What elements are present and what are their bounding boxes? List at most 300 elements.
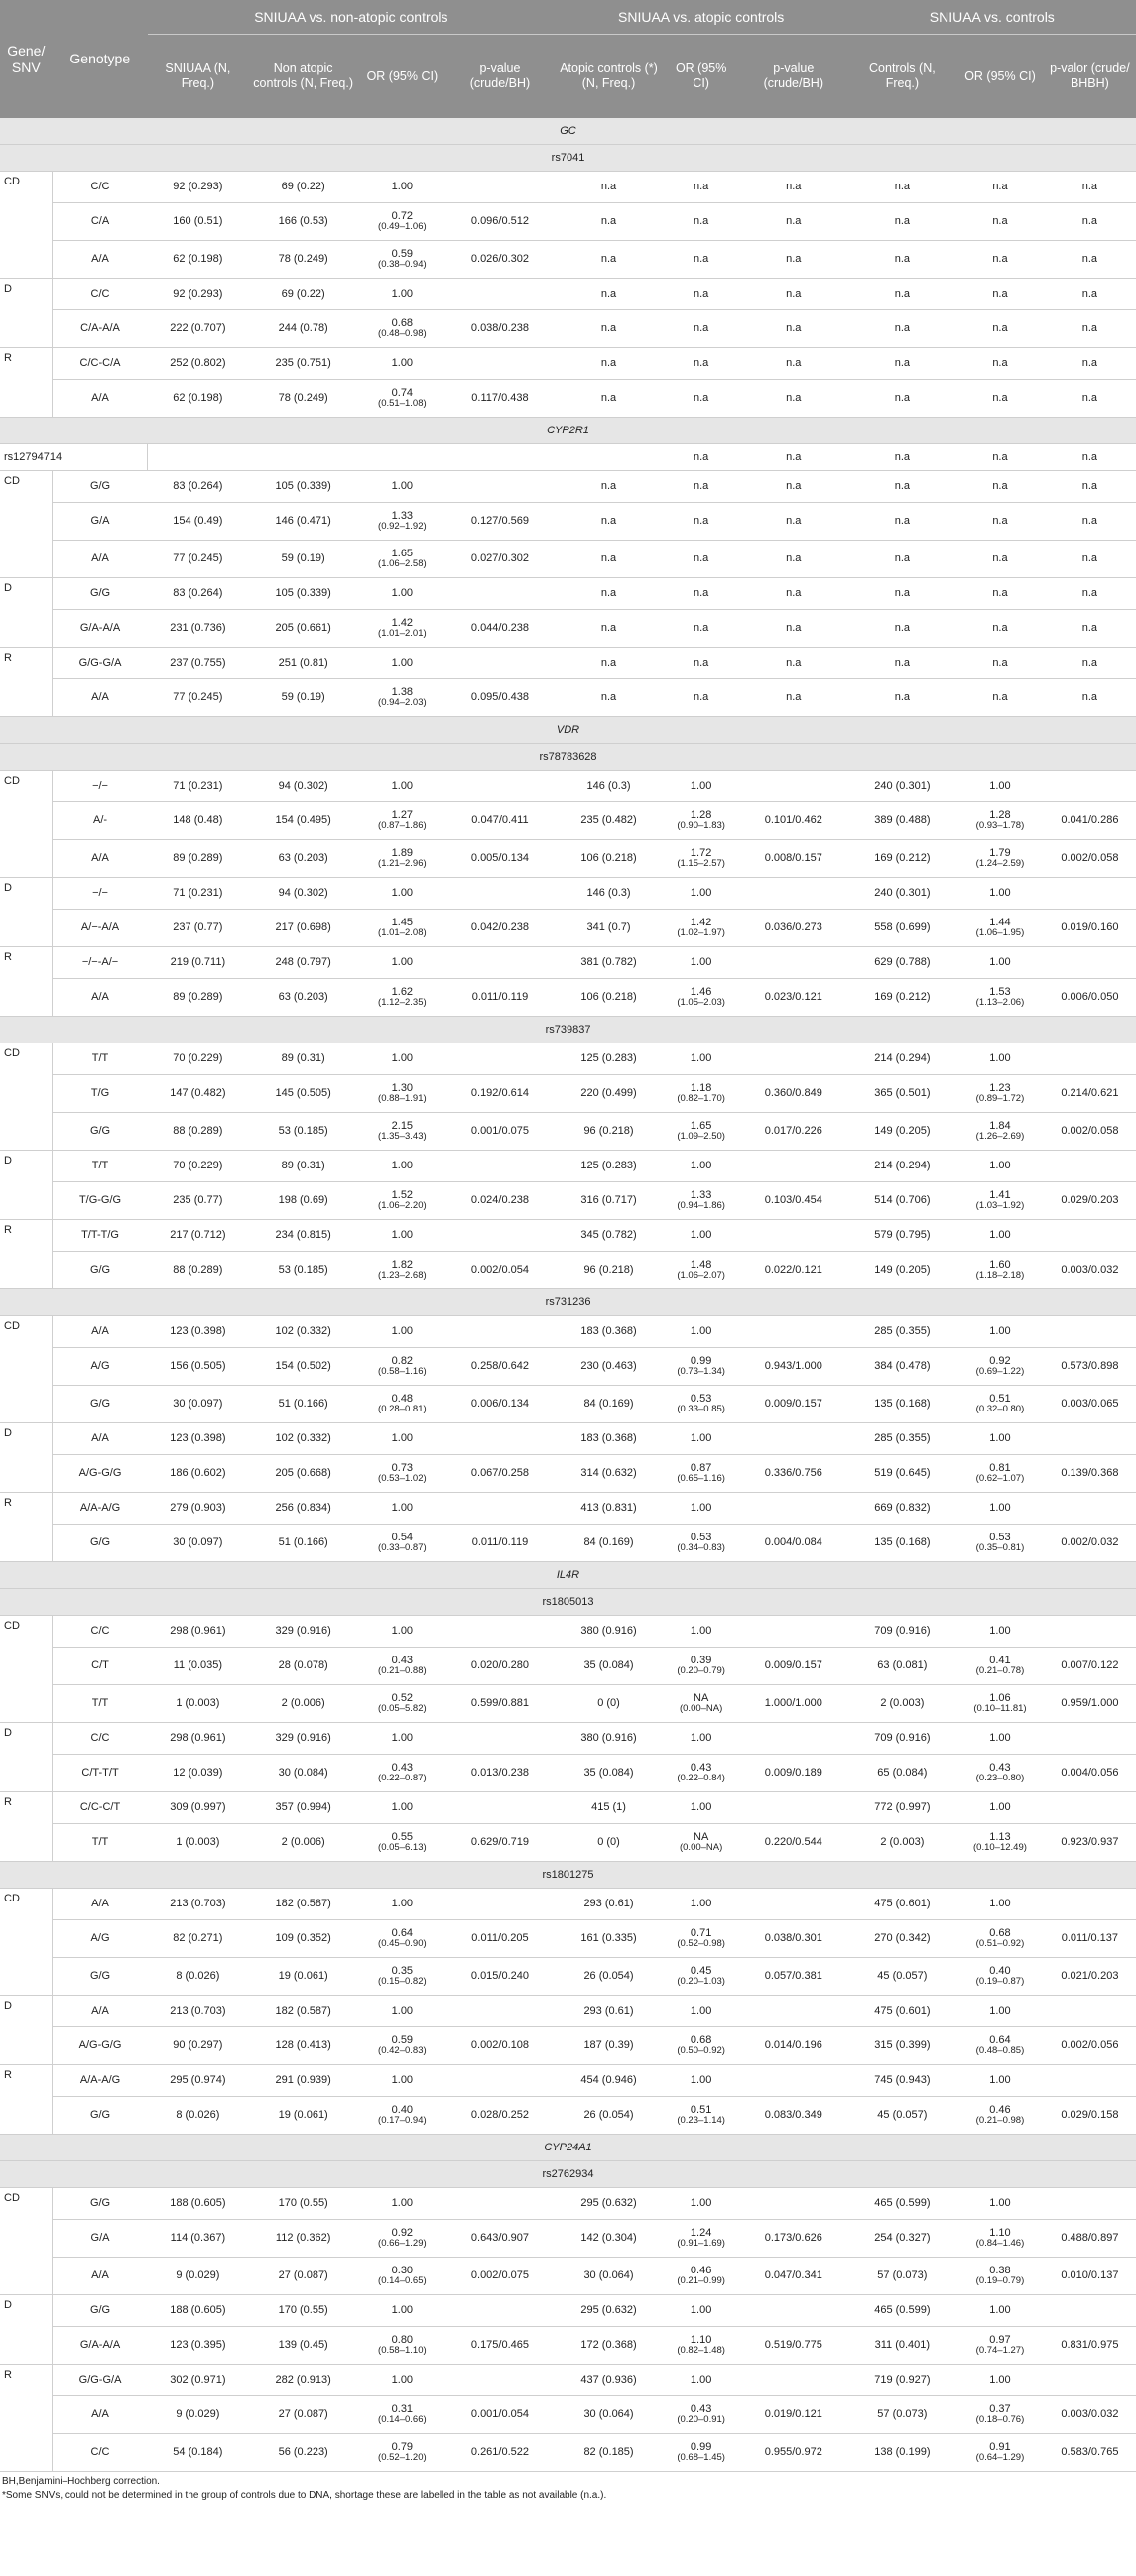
nonatopic-cell: 59 (0.19) bbox=[248, 541, 359, 578]
atopic-cell: 172 (0.368) bbox=[555, 2327, 664, 2365]
ci-range: (0.69–1.22) bbox=[975, 1366, 1025, 1378]
ci-range: (0.66–1.29) bbox=[378, 2238, 427, 2250]
table-row bbox=[0, 503, 1136, 541]
or-cell bbox=[359, 1889, 446, 1920]
or-value: 0.64 bbox=[391, 1927, 414, 1940]
genotype-cell: A/−-A/A bbox=[53, 910, 148, 947]
or-value: 1.23 bbox=[989, 1082, 1011, 1095]
gene-name: CYP24A1 bbox=[0, 2135, 1136, 2161]
pvalue-cell bbox=[445, 1151, 555, 1182]
table-cell: n.a bbox=[956, 578, 1044, 610]
table-cell bbox=[359, 444, 446, 471]
controls-cell: 558 (0.699) bbox=[848, 910, 957, 947]
genotype-cell: G/G bbox=[53, 471, 148, 503]
pvalue-cell: 0.042/0.238 bbox=[445, 910, 555, 947]
table-cell: n.a bbox=[848, 648, 957, 679]
or-value: 1.18 bbox=[690, 1082, 712, 1095]
ci-range: (0.33–0.87) bbox=[378, 1542, 427, 1554]
atopic-cell: 0 (0) bbox=[555, 1824, 664, 1862]
genotype-cell: T/T bbox=[53, 1685, 148, 1723]
header-pvalue-3: p-valor (crude/ BHBH) bbox=[1044, 35, 1136, 119]
pvalue-cell bbox=[445, 1616, 555, 1648]
or-value: 0.31 bbox=[391, 2403, 414, 2416]
pvalue-cell bbox=[445, 1493, 555, 1525]
genotype-cell: G/A bbox=[53, 503, 148, 541]
nonatopic-cell: 63 (0.203) bbox=[248, 979, 359, 1017]
table-cell: n.a bbox=[555, 203, 664, 241]
or-cell: 1.00 bbox=[663, 2188, 739, 2220]
table-cell bbox=[555, 444, 664, 471]
or-cell: 1.00 bbox=[663, 1043, 739, 1075]
nonatopic-cell: 2 (0.006) bbox=[248, 1824, 359, 1862]
or-cell: 1.00 bbox=[663, 1151, 739, 1182]
pvalue-cell bbox=[1044, 878, 1136, 910]
ci-range: (0.38–0.94) bbox=[378, 259, 427, 271]
genotype-cell: T/T-T/G bbox=[53, 1220, 148, 1252]
table-cell: n.a bbox=[956, 310, 1044, 348]
or-cell bbox=[663, 2258, 739, 2295]
genotype-cell: C/C-C/A bbox=[53, 348, 148, 380]
or-value: 0.53 bbox=[690, 1393, 712, 1406]
or-cell bbox=[359, 1755, 446, 1792]
table-cell: n.a bbox=[1044, 578, 1136, 610]
sniuaa-cell: 77 (0.245) bbox=[148, 679, 248, 717]
or-cell bbox=[663, 1648, 739, 1685]
or-value: 1.13 bbox=[989, 1831, 1011, 1844]
header-pvalue-2: p-value (crude/BH) bbox=[739, 35, 848, 119]
or-value: 1.27 bbox=[391, 809, 414, 822]
pvalue-cell: 0.047/0.341 bbox=[739, 2258, 848, 2295]
pvalue-cell: 0.117/0.438 bbox=[445, 380, 555, 418]
or-value: 1.52 bbox=[391, 1189, 414, 1202]
ci-range: (1.24–2.59) bbox=[975, 858, 1025, 870]
or-cell bbox=[359, 1958, 446, 1996]
model-label: R bbox=[0, 348, 53, 418]
table-row bbox=[0, 2065, 1136, 2097]
pvalue-cell bbox=[445, 1792, 555, 1824]
ci-range: (0.87–1.86) bbox=[378, 820, 427, 832]
pvalue-cell: 0.139/0.368 bbox=[1044, 1455, 1136, 1493]
atopic-cell: 106 (0.218) bbox=[555, 840, 664, 878]
or-cell bbox=[956, 840, 1044, 878]
pvalue-cell bbox=[1044, 1493, 1136, 1525]
pvalue-cell bbox=[739, 947, 848, 979]
or-cell: 1.00 bbox=[956, 1151, 1044, 1182]
ci-range: (0.10–12.49) bbox=[973, 1842, 1027, 1854]
pvalue-cell bbox=[445, 2295, 555, 2327]
or-value: 1.10 bbox=[690, 2334, 712, 2347]
table-cell: n.a bbox=[663, 679, 739, 717]
pvalue-cell bbox=[739, 878, 848, 910]
atopic-cell: 125 (0.283) bbox=[555, 1043, 664, 1075]
ci-range: (0.20–0.79) bbox=[677, 1665, 725, 1677]
or-cell bbox=[359, 878, 446, 910]
table-row bbox=[0, 771, 1136, 802]
pvalue-cell: 0.599/0.881 bbox=[445, 1685, 555, 1723]
genotype-cell: C/C bbox=[53, 172, 148, 203]
or-cell bbox=[956, 802, 1044, 840]
nonatopic-cell: 30 (0.084) bbox=[248, 1755, 359, 1792]
genotype-cell: A/A bbox=[53, 979, 148, 1017]
table-row bbox=[0, 203, 1136, 241]
table-cell: n.a bbox=[555, 172, 664, 203]
or-cell bbox=[359, 203, 446, 241]
or-value: 0.68 bbox=[391, 317, 414, 330]
ci-range: (1.15–2.57) bbox=[677, 858, 725, 870]
table-cell: n.a bbox=[555, 471, 664, 503]
table-cell: n.a bbox=[1044, 610, 1136, 648]
table-cell: n.a bbox=[848, 310, 957, 348]
controls-cell: 2 (0.003) bbox=[848, 1685, 957, 1723]
or-value: 1.00 bbox=[391, 587, 414, 600]
pvalue-cell: 0.011/0.119 bbox=[445, 979, 555, 1017]
controls-cell: 772 (0.997) bbox=[848, 1792, 957, 1824]
or-value: 0.40 bbox=[391, 2104, 414, 2117]
ci-range: (1.06–2.07) bbox=[677, 1270, 725, 1282]
or-cell bbox=[359, 2396, 446, 2434]
genotype-cell: G/G bbox=[53, 1958, 148, 1996]
table-cell: n.a bbox=[1044, 541, 1136, 578]
sniuaa-cell: 279 (0.903) bbox=[148, 1493, 248, 1525]
genotype-cell: A/A bbox=[53, 541, 148, 578]
or-value: NA bbox=[694, 1692, 709, 1705]
or-cell bbox=[359, 380, 446, 418]
atopic-cell: 187 (0.39) bbox=[555, 2027, 664, 2065]
genotype-cell: C/C bbox=[53, 1723, 148, 1755]
pvalue-cell bbox=[739, 1493, 848, 1525]
atopic-cell: 26 (0.054) bbox=[555, 2097, 664, 2135]
controls-cell: 745 (0.943) bbox=[848, 2065, 957, 2097]
ci-range: (0.73–1.34) bbox=[677, 1366, 725, 1378]
or-cell bbox=[359, 1723, 446, 1755]
sniuaa-cell: 9 (0.029) bbox=[148, 2396, 248, 2434]
atopic-cell: 235 (0.482) bbox=[555, 802, 664, 840]
controls-cell: 285 (0.355) bbox=[848, 1423, 957, 1455]
or-cell bbox=[663, 1113, 739, 1151]
pvalue-cell: 0.011/0.119 bbox=[445, 1525, 555, 1562]
pvalue-cell bbox=[445, 2188, 555, 2220]
ci-range: (0.49–1.06) bbox=[378, 221, 427, 233]
or-value: 1.00 bbox=[391, 1898, 414, 1910]
or-value: 0.68 bbox=[690, 2034, 712, 2047]
sniuaa-cell: 188 (0.605) bbox=[148, 2295, 248, 2327]
pvalue-cell: 0.258/0.642 bbox=[445, 1348, 555, 1386]
genotype-cell: C/C bbox=[53, 1616, 148, 1648]
or-value: 1.00 bbox=[391, 2304, 414, 2317]
or-value: 1.28 bbox=[989, 809, 1011, 822]
or-cell bbox=[359, 947, 446, 979]
or-value: 1.46 bbox=[690, 986, 712, 999]
or-cell bbox=[359, 2295, 446, 2327]
nonatopic-cell: 105 (0.339) bbox=[248, 471, 359, 503]
ci-range: (0.22–0.84) bbox=[677, 1773, 725, 1784]
ci-range: (1.12–2.35) bbox=[378, 997, 427, 1009]
pvalue-cell: 1.000/1.000 bbox=[739, 1685, 848, 1723]
ci-range: (0.21–0.88) bbox=[378, 1665, 427, 1677]
nonatopic-cell: 19 (0.061) bbox=[248, 1958, 359, 1996]
or-cell bbox=[956, 2220, 1044, 2258]
or-cell bbox=[663, 2434, 739, 2472]
pvalue-cell: 0.006/0.134 bbox=[445, 1386, 555, 1423]
nonatopic-cell: 51 (0.166) bbox=[248, 1386, 359, 1423]
pvalue-cell bbox=[1044, 1723, 1136, 1755]
or-cell bbox=[956, 979, 1044, 1017]
sniuaa-cell: 8 (0.026) bbox=[148, 1958, 248, 1996]
genotype-cell: G/G bbox=[53, 2188, 148, 2220]
pvalue-cell: 0.015/0.240 bbox=[445, 1958, 555, 1996]
or-value: 0.43 bbox=[989, 1762, 1011, 1775]
or-value: 1.41 bbox=[989, 1189, 1011, 1202]
model-label: CD bbox=[0, 1316, 53, 1423]
genotype-cell: A/A bbox=[53, 679, 148, 717]
or-cell bbox=[359, 2327, 446, 2365]
pvalue-cell bbox=[739, 1889, 848, 1920]
nonatopic-cell: 63 (0.203) bbox=[248, 840, 359, 878]
or-cell bbox=[663, 910, 739, 947]
controls-cell: 240 (0.301) bbox=[848, 878, 957, 910]
nonatopic-cell: 139 (0.45) bbox=[248, 2327, 359, 2365]
header-sniuaa: SNIUAA (N, Freq.) bbox=[148, 35, 248, 119]
ci-range: (0.62–1.07) bbox=[975, 1473, 1025, 1485]
or-cell bbox=[663, 2027, 739, 2065]
pvalue-cell: 0.028/0.252 bbox=[445, 2097, 555, 2135]
ci-range: (0.42–0.83) bbox=[378, 2045, 427, 2057]
nonatopic-cell: 109 (0.352) bbox=[248, 1920, 359, 1958]
genotype-cell: T/T bbox=[53, 1824, 148, 1862]
pvalue-cell bbox=[445, 348, 555, 380]
nonatopic-cell: 251 (0.81) bbox=[248, 648, 359, 679]
or-cell bbox=[956, 1958, 1044, 1996]
ci-range: (0.19–0.79) bbox=[975, 2275, 1025, 2287]
or-cell: 1.00 bbox=[956, 1220, 1044, 1252]
snv-row bbox=[0, 145, 1136, 172]
model-label: D bbox=[0, 279, 53, 348]
genotype-cell: T/T bbox=[53, 1043, 148, 1075]
or-cell bbox=[359, 1996, 446, 2027]
or-cell bbox=[359, 541, 446, 578]
ci-range: (1.18–2.18) bbox=[975, 1270, 1025, 1282]
or-cell bbox=[359, 771, 446, 802]
or-value: 1.00 bbox=[391, 2005, 414, 2018]
or-value: 1.48 bbox=[690, 1259, 712, 1272]
pvalue-cell: 0.011/0.137 bbox=[1044, 1920, 1136, 1958]
table-row bbox=[0, 279, 1136, 310]
or-value: 1.72 bbox=[690, 847, 712, 860]
or-value: 0.54 bbox=[391, 1532, 414, 1544]
ci-range: (0.33–0.85) bbox=[677, 1404, 725, 1415]
controls-cell: 214 (0.294) bbox=[848, 1043, 957, 1075]
pvalue-cell: 0.004/0.084 bbox=[739, 1525, 848, 1562]
or-cell bbox=[359, 1685, 446, 1723]
table-cell: n.a bbox=[663, 578, 739, 610]
sniuaa-cell: 252 (0.802) bbox=[148, 348, 248, 380]
sniuaa-cell: 83 (0.264) bbox=[148, 578, 248, 610]
sniuaa-cell: 82 (0.271) bbox=[148, 1920, 248, 1958]
or-cell bbox=[956, 1182, 1044, 1220]
table-cell: n.a bbox=[663, 380, 739, 418]
atopic-cell: 146 (0.3) bbox=[555, 771, 664, 802]
sniuaa-cell: 83 (0.264) bbox=[148, 471, 248, 503]
or-cell: 1.00 bbox=[663, 1889, 739, 1920]
controls-cell: 65 (0.084) bbox=[848, 1755, 957, 1792]
or-cell bbox=[956, 2027, 1044, 2065]
sniuaa-cell: 237 (0.77) bbox=[148, 910, 248, 947]
genotype-cell: A/A bbox=[53, 2396, 148, 2434]
genotype-cell: A/A bbox=[53, 1316, 148, 1348]
controls-cell: 254 (0.327) bbox=[848, 2220, 957, 2258]
pvalue-cell bbox=[739, 1996, 848, 2027]
genotype-cell: G/G bbox=[53, 2097, 148, 2135]
table-row bbox=[0, 1043, 1136, 1075]
header-or-3: OR (95% CI) bbox=[956, 35, 1044, 119]
genotype-cell: T/T bbox=[53, 1151, 148, 1182]
atopic-cell: 341 (0.7) bbox=[555, 910, 664, 947]
sniuaa-cell: 186 (0.602) bbox=[148, 1455, 248, 1493]
sniuaa-cell: 302 (0.971) bbox=[148, 2365, 248, 2396]
pvalue-cell bbox=[445, 578, 555, 610]
genotype-cell: C/A bbox=[53, 203, 148, 241]
footnotes bbox=[0, 2472, 1136, 2502]
ci-range: (1.21–2.96) bbox=[378, 858, 427, 870]
pvalue-cell bbox=[1044, 1889, 1136, 1920]
pvalue-cell bbox=[1044, 1423, 1136, 1455]
table-row bbox=[0, 2258, 1136, 2295]
sniuaa-cell: 213 (0.703) bbox=[148, 1889, 248, 1920]
or-value: 1.42 bbox=[391, 617, 414, 630]
pvalue-cell bbox=[739, 2365, 848, 2396]
or-cell bbox=[663, 1348, 739, 1386]
atopic-cell: 96 (0.218) bbox=[555, 1113, 664, 1151]
ci-range: (0.19–0.87) bbox=[975, 1976, 1025, 1988]
pvalue-cell bbox=[1044, 1996, 1136, 2027]
sniuaa-cell: 12 (0.039) bbox=[148, 1755, 248, 1792]
or-value: 1.00 bbox=[391, 2074, 414, 2087]
atopic-cell: 293 (0.61) bbox=[555, 1889, 664, 1920]
or-cell: 1.00 bbox=[663, 2065, 739, 2097]
or-cell bbox=[359, 648, 446, 679]
pvalue-cell: 0.005/0.134 bbox=[445, 840, 555, 878]
atopic-cell: 380 (0.916) bbox=[555, 1616, 664, 1648]
controls-cell: 384 (0.478) bbox=[848, 1348, 957, 1386]
or-cell bbox=[359, 310, 446, 348]
controls-cell: 2 (0.003) bbox=[848, 1824, 957, 1862]
nonatopic-cell: 112 (0.362) bbox=[248, 2220, 359, 2258]
sniuaa-cell: 298 (0.961) bbox=[148, 1723, 248, 1755]
header-atopic: Atopic controls (*) (N, Freq.) bbox=[555, 35, 664, 119]
model-label: D bbox=[0, 578, 53, 648]
sniuaa-cell: 90 (0.297) bbox=[148, 2027, 248, 2065]
table-row bbox=[0, 1755, 1136, 1792]
model-label: CD bbox=[0, 771, 53, 878]
gene-row bbox=[0, 118, 1136, 145]
table-row bbox=[0, 1151, 1136, 1182]
controls-cell: 365 (0.501) bbox=[848, 1075, 957, 1113]
or-cell bbox=[359, 910, 446, 947]
or-cell bbox=[359, 1043, 446, 1075]
or-cell bbox=[359, 1648, 446, 1685]
table-cell: n.a bbox=[1044, 279, 1136, 310]
or-cell bbox=[956, 2258, 1044, 2295]
or-value: 0.72 bbox=[391, 210, 414, 223]
or-value: 0.43 bbox=[690, 1762, 712, 1775]
pvalue-cell: 0.261/0.522 bbox=[445, 2434, 555, 2472]
ci-range: (0.64–1.29) bbox=[975, 2452, 1025, 2464]
table-cell: n.a bbox=[1044, 172, 1136, 203]
pvalue-cell: 0.488/0.897 bbox=[1044, 2220, 1136, 2258]
model-label: R bbox=[0, 1792, 53, 1862]
pvalue-cell: 0.643/0.907 bbox=[445, 2220, 555, 2258]
or-cell bbox=[663, 1525, 739, 1562]
ci-range: (0.82–1.70) bbox=[677, 1093, 725, 1105]
nonatopic-cell: 198 (0.69) bbox=[248, 1182, 359, 1220]
pvalue-cell: 0.008/0.157 bbox=[739, 840, 848, 878]
or-cell: 1.00 bbox=[663, 2365, 739, 2396]
ci-range: (0.48–0.98) bbox=[378, 328, 427, 340]
or-cell: 1.00 bbox=[956, 1493, 1044, 1525]
table-row bbox=[0, 1723, 1136, 1755]
pvalue-cell bbox=[1044, 1316, 1136, 1348]
ci-range: (0.18–0.76) bbox=[975, 2414, 1025, 2426]
or-cell bbox=[359, 1075, 446, 1113]
table-cell: n.a bbox=[848, 578, 957, 610]
header-group-controls: SNIUAA vs. controls bbox=[848, 0, 1136, 35]
snv-name: rs78783628 bbox=[0, 744, 1136, 771]
table-cell bbox=[445, 444, 555, 471]
controls-cell: 214 (0.294) bbox=[848, 1151, 957, 1182]
pvalue-cell: 0.006/0.050 bbox=[1044, 979, 1136, 1017]
pvalue-cell: 0.095/0.438 bbox=[445, 679, 555, 717]
table-header bbox=[0, 0, 1136, 118]
nonatopic-cell: 146 (0.471) bbox=[248, 503, 359, 541]
sniuaa-cell: 156 (0.505) bbox=[148, 1348, 248, 1386]
or-cell bbox=[359, 578, 446, 610]
table-cell: n.a bbox=[555, 310, 664, 348]
nonatopic-cell: 170 (0.55) bbox=[248, 2295, 359, 2327]
atopic-cell: 142 (0.304) bbox=[555, 2220, 664, 2258]
pvalue-cell: 0.583/0.765 bbox=[1044, 2434, 1136, 2472]
or-cell bbox=[956, 2434, 1044, 2472]
pvalue-cell: 0.044/0.238 bbox=[445, 610, 555, 648]
pvalue-cell: 0.002/0.054 bbox=[445, 1252, 555, 1289]
table-cell: n.a bbox=[739, 279, 848, 310]
or-value: 1.00 bbox=[391, 1625, 414, 1638]
or-cell bbox=[956, 1075, 1044, 1113]
genotype-cell: C/A-A/A bbox=[53, 310, 148, 348]
table-cell: n.a bbox=[1044, 471, 1136, 503]
gene-row bbox=[0, 1562, 1136, 1589]
ci-range: (1.13–2.06) bbox=[975, 997, 1025, 1009]
genotype-cell: A/A bbox=[53, 380, 148, 418]
ci-range: (0.28–0.81) bbox=[378, 1404, 427, 1415]
table-row bbox=[0, 1889, 1136, 1920]
or-value: 2.15 bbox=[391, 1120, 414, 1133]
pvalue-cell bbox=[1044, 2188, 1136, 2220]
or-cell bbox=[359, 802, 446, 840]
header-nonatopic: Non atopic controls (N, Freq.) bbox=[248, 35, 359, 119]
table-cell: n.a bbox=[663, 610, 739, 648]
pvalue-cell bbox=[445, 771, 555, 802]
controls-cell: 519 (0.645) bbox=[848, 1455, 957, 1493]
model-label: CD bbox=[0, 471, 53, 578]
pvalue-cell: 0.029/0.203 bbox=[1044, 1182, 1136, 1220]
controls-cell: 57 (0.073) bbox=[848, 2258, 957, 2295]
atopic-cell: 183 (0.368) bbox=[555, 1423, 664, 1455]
ci-range: (1.09–2.50) bbox=[677, 1131, 725, 1143]
or-value: 1.00 bbox=[391, 2197, 414, 2210]
or-cell bbox=[663, 1386, 739, 1423]
pvalue-cell: 0.360/0.849 bbox=[739, 1075, 848, 1113]
or-value: 1.53 bbox=[989, 986, 1011, 999]
